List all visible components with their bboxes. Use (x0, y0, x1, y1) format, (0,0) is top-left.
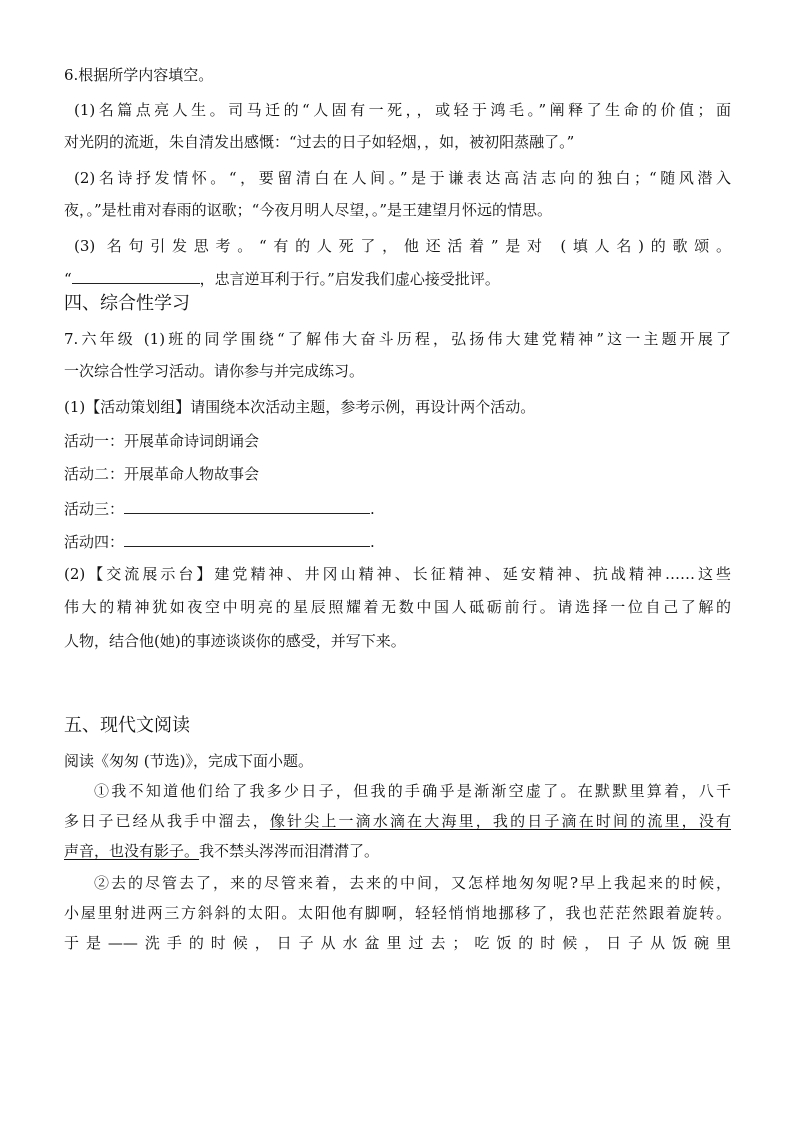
q7-line2: 一次综合性学习活动。请你参与并完成练习。 (64, 362, 365, 380)
activity-3-blank[interactable] (124, 497, 370, 514)
passage-p1-line3 (64, 840, 731, 862)
q6-part1-line2: 对光阴的流逝，朱自清发出感慨：“过去的日子如轻烟，，如，被初阳蒸融了。” (64, 133, 575, 151)
section-5-heading: 五、现代文阅读 (64, 715, 190, 736)
q6-part3-line2 (64, 267, 731, 290)
activity-4 (64, 530, 731, 553)
passage-p1-line2-plain: 多日子已经从我手中溜去， (64, 812, 270, 830)
passage-p2-line2: 小屋里射进两三方斜斜的太阳。太阳他有脚啊，轻轻悄悄地挪移了，我也茫茫然跟着旋转。 (64, 904, 731, 922)
open-quote: “ (64, 270, 72, 288)
activity-3 (64, 497, 731, 520)
q7-part2-line1: (2)【交流展示台】建党精神、井冈山精神、长征精神、延安精神、抗战精神……这些 (64, 565, 731, 583)
underlined-sentence-part1: 像针尖上一滴水滴在大海里，我的日子滴在时间的流里，没有 (269, 812, 731, 830)
q7-part2-line2: 伟大的精神犹如夜空中明亮的星辰照耀着无数中国人砥砺前行。请选择一位自己了解的 (64, 598, 731, 616)
q6-part2-line2: 夜，。”是杜甫对春雨的讴歌；“今夜月明人尽望，。”是王建望月怀远的情思。 (64, 201, 553, 219)
answer-blank[interactable] (72, 267, 200, 284)
q6-part3-line2-text: ，忠言逆耳利于行。”启发我们虚心接受批评。 (199, 270, 500, 288)
q6-part2-line1: (2)名诗抒发情怀。“，要留清白在人间。”是于谦表达高洁志向的独白；“随风潜入 (74, 169, 731, 187)
q6-title: 6.根据所学内容填空。 (64, 66, 214, 84)
q7-part1: (1)【活动策划组】请围绕本次活动主题，参考示例，再设计两个活动。 (64, 398, 536, 416)
reading-intro: 阅读《匆匆 (节选)》，完成下面小题。 (64, 752, 313, 770)
activity-4-label: 活动四： (64, 533, 125, 551)
passage-p1-line3-plain: 我不禁头涔涔而泪潸潸了。 (199, 842, 380, 860)
q6-part3-line1: (3) 名句引发思考。“有的人死了，他还活着”是对 (填人名)的歌颂。 (74, 237, 731, 255)
activity-4-blank[interactable] (124, 530, 370, 547)
activity-3-dot: . (370, 500, 375, 518)
passage-p1-line1: ①我不知道他们给了我多少日子，但我的手确乎是渐渐空虚了。在默默里算着，八千 (94, 782, 731, 800)
q7-part2-line3: 人物，结合他(她)的事迹谈谈你的感受，并写下来。 (64, 632, 406, 650)
passage-p1-line2 (64, 810, 731, 832)
passage-p2-line1: ②去的尽管去了，来的尽管来着，去来的中间，又怎样地匆匆呢?早上我起来的时候， (94, 874, 731, 892)
activity-1: 活动一：开展革命诗词朗诵会 (64, 432, 260, 450)
q6-part1-line1: (1)名篇点亮人生。司马迁的“人固有一死，，或轻于鸿毛。”阐释了生命的价值；面 (74, 101, 731, 119)
activity-4-dot: . (370, 533, 375, 551)
underlined-sentence-part2: 声音，也没有影子。 (64, 842, 200, 860)
q7-line1: 7.六年级 (1)班的同学围绕“了解伟大奋斗历程，弘扬伟大建党精神”这一主题开展了 (64, 330, 731, 348)
activity-2: 活动二：开展革命人物故事会 (64, 465, 260, 483)
activity-3-label: 活动三： (64, 500, 125, 518)
passage-p2-line3: 于是——洗手的时候，日子从水盆里过去；吃饭的时候，日子从饭碗里 (64, 934, 731, 952)
section-4-heading: 四、综合性学习 (64, 293, 190, 314)
